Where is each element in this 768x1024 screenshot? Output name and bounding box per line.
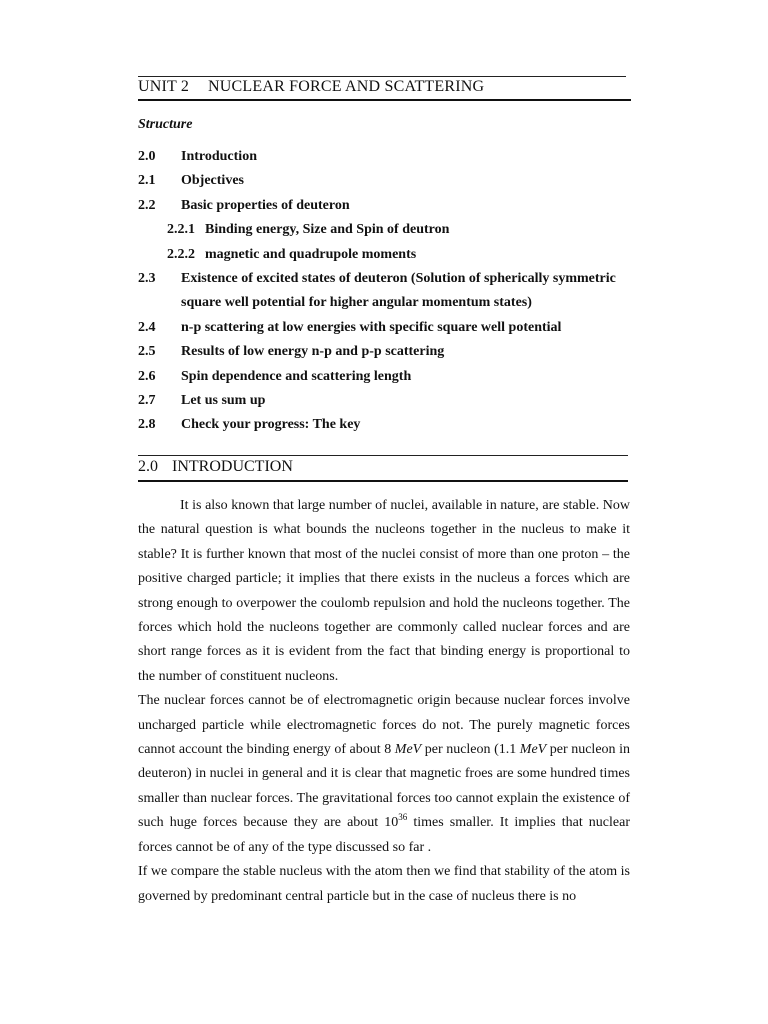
- paragraph-text: per nucleon (1.1: [421, 742, 520, 758]
- toc-title: Introduction: [181, 149, 257, 164]
- toc-number: 2.2.1: [167, 222, 195, 238]
- paragraph: [138, 689, 630, 860]
- toc-title: Existence of excited states of deuteron (Solution of spherically symmetric: [181, 270, 616, 286]
- toc-number: 2.1: [138, 173, 156, 189]
- paragraph-text: The nuclear forces cannot be of electromagnetic origin because nuclear forces involve uncharged particle while electromagnetic forces do not. The purely magnetic forces cannot account the binding energy of about 8: [138, 693, 630, 758]
- paragraph-text: per nucleon in deuteron) in nuclei in general and it is clear that magnetic froes are some hundred times smaller than nuclear forces. The gravitational forces too cannot explain the existence of such huge forces because they are about 10: [138, 742, 630, 831]
- toc-title: Check your progress: The key: [181, 417, 361, 433]
- toc-item: [138, 317, 638, 341]
- unit-title-text: NUCLEAR FORCE AND SCATTERING: [208, 78, 485, 95]
- toc-title: Spin dependence and scattering length: [181, 368, 412, 384]
- unit-symbol: MeV: [394, 742, 422, 758]
- toc-number: 2.6: [138, 368, 156, 384]
- toc-title: Results of low energy n-p and p-p scattering: [181, 344, 445, 360]
- body-text: [138, 494, 630, 909]
- toc-number: 2.2: [138, 197, 156, 213]
- section-title-text: INTRODUCTION: [172, 458, 293, 475]
- toc-item: [138, 268, 638, 292]
- toc-subitem: [138, 244, 638, 268]
- toc-title: Basic properties of deuteron: [181, 197, 350, 213]
- toc-item: [138, 414, 638, 438]
- toc-title: n-p scattering at low energies with specific square well potential: [181, 319, 562, 335]
- toc-number: 2.5: [138, 344, 156, 360]
- toc-item: [138, 170, 638, 194]
- toc-number: 2.4: [138, 319, 156, 335]
- unit-title-underline: [138, 99, 631, 101]
- unit-symbol: MeV: [519, 742, 547, 758]
- paragraph-text: times smaller. It implies that nuclear forces cannot be of any of the type discussed so far .: [138, 815, 630, 855]
- section-number: 2.0: [138, 458, 158, 475]
- toc-number: 2.7: [138, 392, 156, 408]
- toc-item: [138, 341, 638, 365]
- paragraph: If we compare the stable nucleus with the atom then we find that stability of the atom is governed by predominant central particle but in the case of nucleus there is no: [138, 864, 630, 904]
- toc-item: [138, 195, 638, 219]
- toc-title: Objectives: [181, 173, 244, 189]
- toc-title: Binding energy, Size and Spin of deutron: [205, 222, 450, 238]
- table-of-contents: [138, 146, 638, 439]
- unit-title: [138, 78, 484, 96]
- structure-label: Structure: [138, 117, 193, 132]
- toc-title: square well potential for higher angular momentum states): [181, 295, 532, 311]
- unit-number: UNIT 2: [138, 78, 190, 95]
- toc-number: 2.8: [138, 417, 156, 433]
- section-heading-underline: [138, 480, 628, 482]
- toc-item: [138, 366, 638, 390]
- toc-item-continuation: [138, 292, 638, 316]
- paragraph: It is also known that large number of nuclei, available in nature, are stable. Now the natural question is what bounds the nucleons together in the nucleus to make it stable? It is further known that most of the nuclei consist of more than one proton – the positive charged particle; it implies that there exists in the nucleus a forces which are strong enough to overpower the coulomb repulsion and hold the nucleons together. The forces which hold the nucleons together are commonly called nuclear forces and are short range forces as it is evident from the fact that binding energy is proportional to the number of constituent nucleons.: [138, 498, 630, 684]
- exponent: 36: [398, 812, 408, 823]
- section-heading: [138, 458, 293, 476]
- toc-subitem: [138, 219, 638, 243]
- toc-item: [138, 146, 638, 170]
- toc-number: 2.0: [138, 149, 156, 164]
- toc-number: 2.3: [138, 270, 156, 286]
- toc-title: Let us sum up: [181, 392, 266, 408]
- top-rule: [138, 76, 626, 77]
- toc-number: 2.2.2: [167, 246, 195, 262]
- toc-title: magnetic and quadrupole moments: [205, 246, 417, 262]
- toc-divider: [138, 455, 628, 456]
- toc-item: [138, 390, 638, 414]
